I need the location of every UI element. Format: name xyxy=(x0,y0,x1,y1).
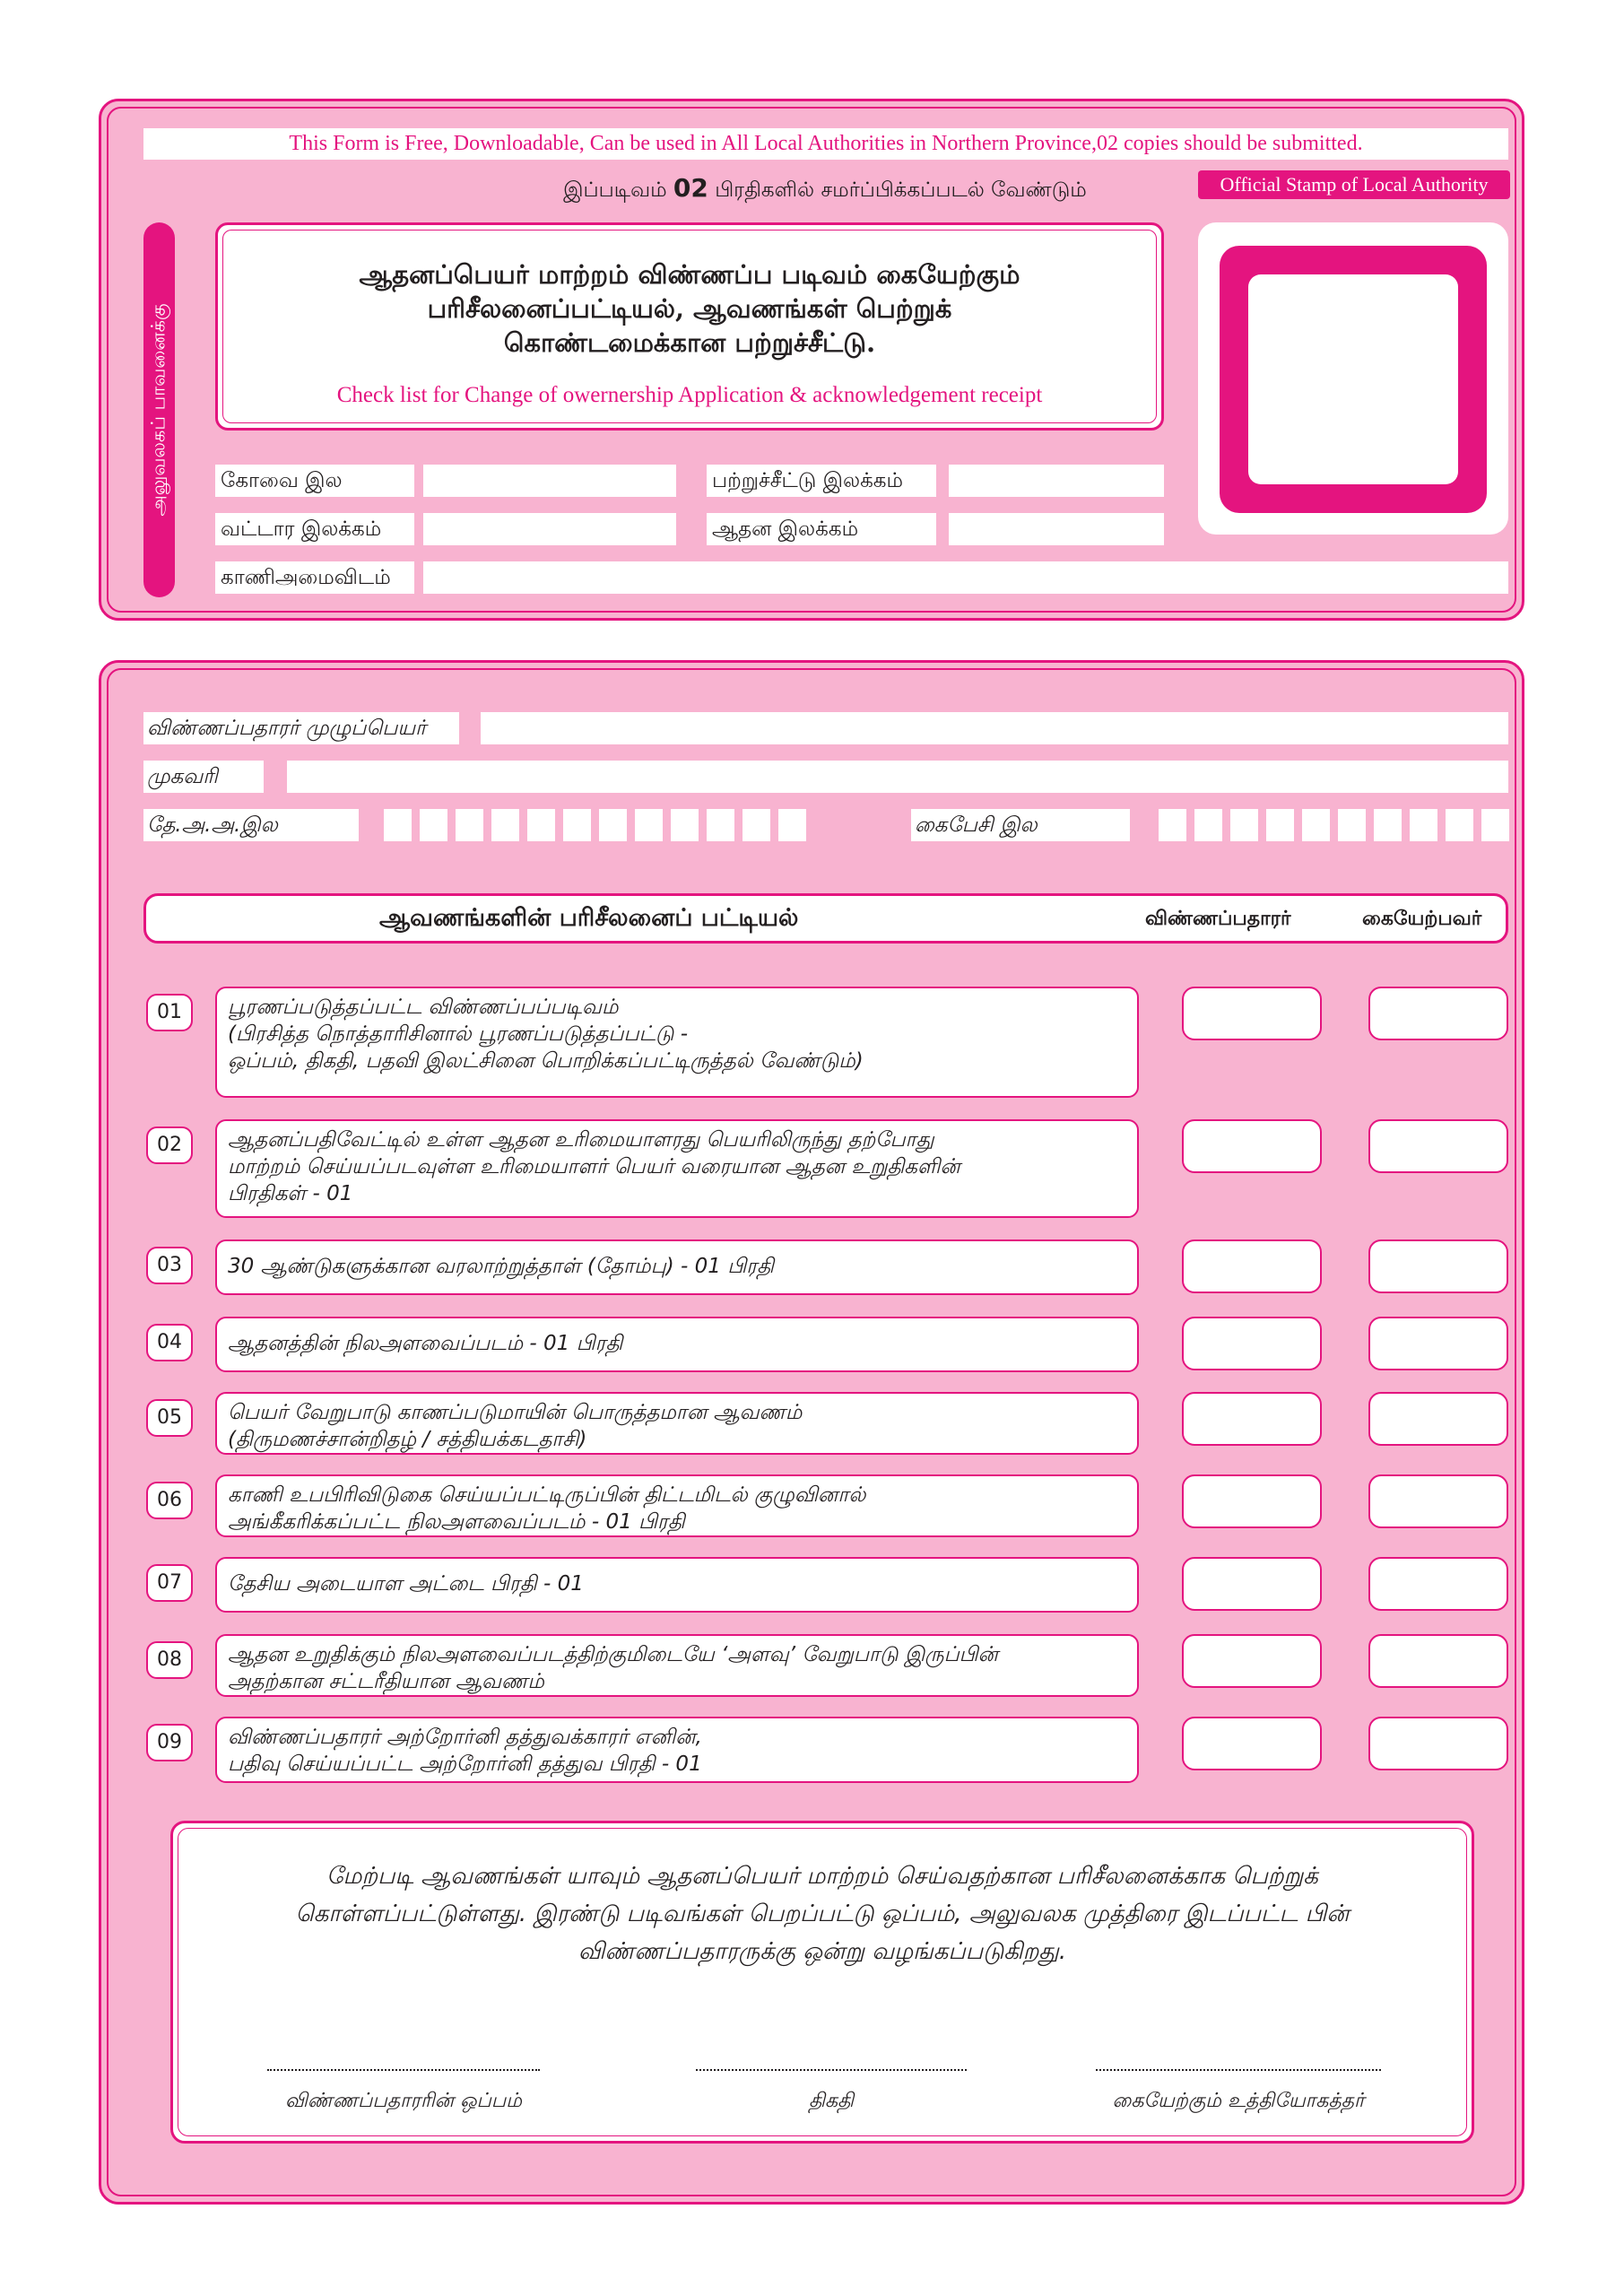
item-number: 09 xyxy=(146,1724,193,1761)
applicant-check-box[interactable] xyxy=(1182,1119,1322,1173)
title-english: Check list for Change of owernership Application & acknowledgement receipt xyxy=(336,383,1043,407)
date-label: திகதி xyxy=(808,2090,855,2112)
mobile-digit-cell[interactable] xyxy=(1230,809,1258,841)
address-label: முகவரி xyxy=(143,761,264,793)
receipt-no-field[interactable] xyxy=(949,465,1164,497)
checklist-item xyxy=(215,1634,1139,1697)
receiver-check-box[interactable] xyxy=(1368,1474,1508,1528)
file-no-label: கோவை இல xyxy=(215,465,414,497)
applicant-check-box[interactable] xyxy=(1182,1317,1322,1370)
officer-signature-label: கையேற்கும் உத்தியோகத்தர் xyxy=(1112,2090,1365,2112)
mobile-digit-cell[interactable] xyxy=(1374,809,1402,841)
checklist-item-text: பெயர் வேறுபாடு காணப்படுமாயின் பொருத்தமான ஆவணம் xyxy=(228,1401,803,1424)
checklist-item xyxy=(215,1317,1139,1372)
stamp-space xyxy=(1248,274,1458,484)
assessment-no-field[interactable] xyxy=(949,513,1164,545)
receiver-check-box[interactable] xyxy=(1368,1239,1508,1293)
nic-digit-cell[interactable] xyxy=(671,809,699,841)
checklist-item-text: ஒப்பம், திகதி, பதவி இலட்சினை பொறிக்கப்பட்டிருத்தல் வேண்டும்) xyxy=(228,1049,864,1073)
checklist-header xyxy=(143,893,1508,944)
receiver-check-box[interactable] xyxy=(1368,1317,1508,1370)
checklist-item xyxy=(215,1557,1139,1613)
mobile-digit-cell[interactable] xyxy=(1481,809,1509,841)
receiver-column-header: கையேற்பவர் xyxy=(1362,907,1482,930)
checklist-item xyxy=(215,1239,1139,1295)
item-number: 02 xyxy=(146,1126,193,1164)
nic-digit-cell[interactable] xyxy=(384,809,412,841)
nic-digit-cell[interactable] xyxy=(527,809,555,841)
item-number: 04 xyxy=(146,1324,193,1361)
free-form-notice: This Form is Free, Downloadable, Can be used in All Local Authorities in Northern Province,02 copies should be submitted. xyxy=(143,128,1508,160)
applicant-check-box[interactable] xyxy=(1182,1392,1322,1446)
officer-signature-line[interactable] xyxy=(1096,2067,1381,2071)
checklist-item xyxy=(215,1717,1139,1783)
checklist-item xyxy=(215,1392,1139,1455)
item-number: 01 xyxy=(146,994,193,1031)
item-number: 08 xyxy=(146,1641,193,1679)
office-use-label: அலுவலகப் பாவனைக்கு xyxy=(147,303,169,517)
title-line-3: கொண்டமைக்கான பற்றுச்சீட்டு. xyxy=(503,327,876,358)
checklist-item-text: அதற்கான சட்டரீதியான ஆவணம் xyxy=(228,1670,544,1693)
mobile-digit-cell[interactable] xyxy=(1446,809,1473,841)
nic-digit-cell[interactable] xyxy=(599,809,627,841)
checklist-item-text: தேசிய அடையாள அட்டை பிரதி - 01 xyxy=(228,1572,584,1596)
checklist-item-text: மாற்றம் செய்யப்படவுள்ள உரிமையாளர் பெயர் வரையான ஆதன உறுதிகளின் xyxy=(228,1155,960,1178)
nic-digit-cell[interactable] xyxy=(491,809,519,841)
applicant-check-box[interactable] xyxy=(1182,987,1322,1040)
file-no-field[interactable] xyxy=(423,465,676,497)
nic-digit-cell[interactable] xyxy=(563,809,591,841)
copies-instruction xyxy=(502,172,1148,204)
item-number: 07 xyxy=(146,1564,193,1602)
date-signature-line[interactable] xyxy=(696,2067,967,2071)
checklist-item-text: 30 ஆண்டுகளுக்கான வரலாற்றுத்தாள் (தோம்பு) - 01 பிரதி xyxy=(228,1255,774,1278)
applicant-column-header: விண்ணப்பதாரர் xyxy=(1145,907,1291,930)
checklist-item-text: பதிவு செய்யப்பட்ட அற்றோர்னி தத்துவ பிரதி - 01 xyxy=(228,1752,702,1776)
mobile-digit-cell[interactable] xyxy=(1266,809,1294,841)
ack-line-2: கொள்ளப்பட்டுள்ளது. இரண்டு படிவங்கள் பெறப்பட்டு ஒப்பம், அலுவலக முத்திரை இடப்பட்ட பின் xyxy=(295,1900,1350,1927)
copies-number: 02 xyxy=(673,173,708,203)
address-field[interactable] xyxy=(287,761,1508,793)
nic-digit-cell[interactable] xyxy=(707,809,734,841)
applicant-signature-label: விண்ணப்பதாரரின் ஒப்பம் xyxy=(285,2090,522,2112)
receiver-check-box[interactable] xyxy=(1368,1717,1508,1770)
land-location-field[interactable] xyxy=(423,561,1508,594)
checklist-item xyxy=(215,1474,1139,1537)
nic-digit-cell[interactable] xyxy=(456,809,483,841)
applicant-check-box[interactable] xyxy=(1182,1239,1322,1293)
mobile-digit-cell[interactable] xyxy=(1338,809,1366,841)
applicant-check-box[interactable] xyxy=(1182,1717,1322,1770)
receiver-check-box[interactable] xyxy=(1368,1634,1508,1688)
nic-label: தே.அ.அ.இல xyxy=(143,809,359,841)
checklist-item-text: ஆதன உறுதிக்கும் நிலஅளவைப்படத்திற்குமிடையே ‘அளவு’ வேறுபாடு இருப்பின் xyxy=(228,1643,998,1666)
checklist-item-text: ஆதனப்பதிவேட்டில் உள்ள ஆதன உரிமையாளரது பெயரிலிருந்து தற்போது xyxy=(228,1128,934,1152)
nic-digit-cell[interactable] xyxy=(635,809,663,841)
checklist-item xyxy=(215,1119,1139,1218)
nic-digit-cell[interactable] xyxy=(778,809,806,841)
mobile-digit-cell[interactable] xyxy=(1159,809,1186,841)
checklist-item-text: ஆதனத்தின் நிலஅளவைப்படம் - 01 பிரதி xyxy=(228,1332,623,1355)
form-title-box xyxy=(215,222,1164,430)
assessment-no-label: ஆதன இலக்கம் xyxy=(707,513,936,545)
copies-prefix: இப்படிவம் xyxy=(563,178,667,202)
receiver-check-box[interactable] xyxy=(1368,1392,1508,1446)
checklist-item-text: (திருமணச்சான்றிதழ் / சத்தியக்கடதாசி) xyxy=(228,1428,587,1451)
applicant-name-field[interactable] xyxy=(481,712,1508,744)
ward-no-field[interactable] xyxy=(423,513,676,545)
receiver-check-box[interactable] xyxy=(1368,1557,1508,1611)
title-line-2: பரிசீலனைப்பட்டியல், ஆவணங்கள் பெற்றுக் xyxy=(427,293,952,324)
ack-line-3: விண்ணப்பதாரருக்கு ஒன்று வழங்கப்படுகிறது. xyxy=(578,1938,1067,1965)
applicant-name-label: விண்ணப்பதாரர் முழுப்பெயர் xyxy=(143,712,459,744)
mobile-label: கைபேசி இல xyxy=(911,809,1130,841)
applicant-signature-line[interactable] xyxy=(267,2067,540,2071)
checklist-heading: ஆவணங்களின் பரிசீலனைப் பட்டியல் xyxy=(379,904,799,932)
receiver-check-box[interactable] xyxy=(1368,1119,1508,1173)
nic-digit-cell[interactable] xyxy=(420,809,447,841)
ack-line-1: மேற்படி ஆவணங்கள் யாவும் ஆதனப்பெயர் மாற்றம் செய்வதற்கான பரிசீலனைக்காக பெற்றுக் xyxy=(326,1863,1318,1890)
checklist-item-text: பிரதிகள் - 01 xyxy=(228,1182,353,1205)
mobile-digit-cell[interactable] xyxy=(1302,809,1330,841)
receiver-check-box[interactable] xyxy=(1368,987,1508,1040)
checklist-item-text: (பிரசித்த நொத்தாரிசினால் பூரணப்படுத்தப்பட்டு - xyxy=(228,1022,689,1046)
stamp-label: Official Stamp of Local Authority xyxy=(1198,170,1510,199)
checklist-item-text: காணி உபபிரிவிடுகை செய்யப்பட்டிருப்பின் திட்டமிடல் குழுவினால் xyxy=(228,1483,866,1507)
applicant-check-box[interactable] xyxy=(1182,1474,1322,1528)
applicant-check-box[interactable] xyxy=(1182,1634,1322,1688)
title-line-1: ஆதனப்பெயர் மாற்றம் விண்ணப்ப படிவம் கையேற்கும் xyxy=(359,259,1020,290)
checklist-item xyxy=(215,987,1139,1098)
nic-digit-cell[interactable] xyxy=(743,809,770,841)
copies-suffix: பிரதிகளில் சமர்ப்பிக்கப்படல் வேண்டும் xyxy=(715,178,1087,202)
mobile-digit-cell[interactable] xyxy=(1194,809,1222,841)
land-location-label: காணிஅமைவிடம் xyxy=(215,561,414,594)
checklist-item-text: பூரணப்படுத்தப்பட்ட விண்ணப்பப்படிவம் xyxy=(228,996,619,1019)
receipt-no-label: பற்றுச்சீட்டு இலக்கம் xyxy=(707,465,936,497)
checklist-item-text: விண்ணப்பதாரர் அற்றோர்னி தத்துவக்காரர் எனின், xyxy=(228,1726,702,1749)
mobile-digit-cell[interactable] xyxy=(1410,809,1437,841)
checklist-item-text: அங்கீகரிக்கப்பட்ட நிலஅளவைப்படம் - 01 பிரதி xyxy=(228,1510,685,1534)
ward-no-label: வட்டார இலக்கம் xyxy=(215,513,414,545)
item-number: 03 xyxy=(146,1247,193,1284)
item-number: 05 xyxy=(146,1399,193,1437)
applicant-check-box[interactable] xyxy=(1182,1557,1322,1611)
item-number: 06 xyxy=(146,1482,193,1519)
